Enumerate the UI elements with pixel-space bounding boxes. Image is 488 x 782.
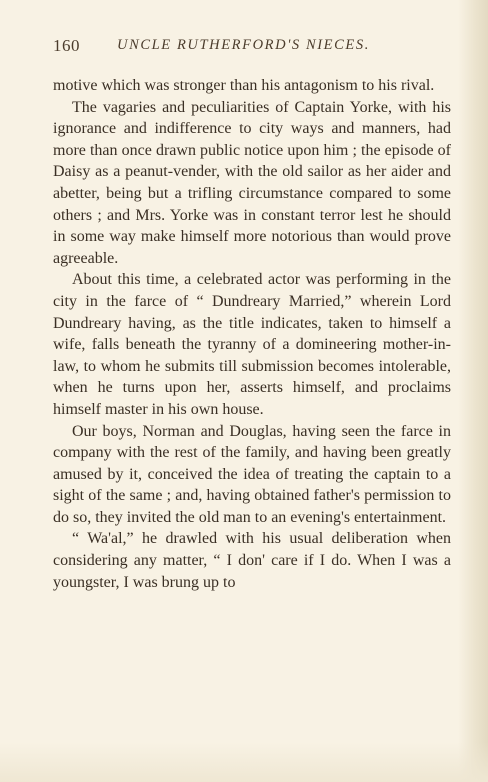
paragraph: The vagaries and peculiarities of Captain Yorke, with his ignorance and indifference to city ways and manners, had more than once drawn public notice upon him ; the episode of Daisy as a peanut-vender, with the old sailor as her aider and abetter, being but a trifling circumstance compared to some others ; and Mrs. Yorke was in constant terror lest he should in some way make himself more notorious than would prove agreeable. — [53, 98, 451, 267]
paragraph: Our boys, Norman and Douglas, having seen the farce in company with the rest of the family, and having been greatly amused by it, conceived the idea of treating the captain to a sight of the same ; and, having obtained father's permission to do so, they invited the old man to an evening's entertainment. — [53, 422, 451, 526]
page-bottom-shadow — [0, 742, 488, 782]
page-number: 160 — [53, 36, 80, 55]
running-title: UNCLE RUTHERFORD'S NIECES. — [117, 37, 370, 53]
paragraph: About this time, a celebrated actor was performing in the city in the farce of “ Dundreary Married,” wherein Lord Dundreary having, as the title indicates, taken to himself a wife, falls beneath the tyranny of a domineering mother-in-law, to whom he submits till submission becomes intolerable, when he turns upon her, asserts himself, and proclaims himself master in his own house. — [53, 271, 451, 418]
paragraph-continued: motive which was stronger than his antagonism to his rival. — [53, 77, 435, 94]
page-edge-shadow — [458, 0, 488, 782]
paragraph: “ Wa'al,” he drawled with his usual deliberation when considering any matter, “ I don' care if I do. When I was a youngster, I was brung up to — [53, 530, 451, 591]
page-header — [53, 36, 453, 60]
body-text — [53, 75, 451, 593]
